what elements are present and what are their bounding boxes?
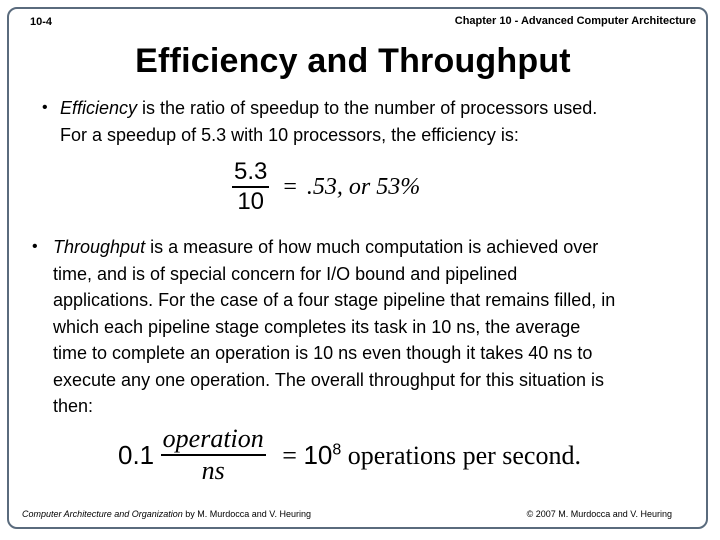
bullet-line: is a measure of how much computation is achieved over bbox=[145, 237, 599, 257]
power-base: 10 bbox=[303, 439, 333, 470]
bullet-line: is the ratio of speedup to the number of processors used. bbox=[137, 98, 598, 118]
slide-number: 10-4 bbox=[30, 16, 53, 28]
fraction-numerator: operation bbox=[161, 424, 266, 456]
bullet-text bbox=[42, 95, 682, 148]
term-throughput: Throughput bbox=[53, 237, 146, 257]
bullet-throughput bbox=[32, 234, 682, 420]
slide-title: Efficiency and Throughput bbox=[135, 42, 571, 80]
book-authors: by M. Murdocca and V. Heuring bbox=[182, 509, 311, 519]
bullet-line: execute any one operation. The overall throughput for this situation is bbox=[53, 369, 605, 390]
fraction bbox=[232, 158, 269, 216]
bullet-line: applications. For the case of a four stage pipeline that remains filled, in bbox=[53, 290, 616, 310]
equation-result bbox=[275, 174, 420, 201]
equals-sign: = bbox=[282, 440, 297, 470]
bullet-dot: • bbox=[42, 99, 48, 116]
fraction-denominator: 10 bbox=[237, 188, 265, 215]
bullet-efficiency bbox=[42, 95, 682, 148]
equation-rhs bbox=[272, 440, 581, 471]
book-title: Computer Architecture and Organization bbox=[22, 509, 183, 519]
term-efficiency: Efficiency bbox=[60, 98, 138, 118]
fraction bbox=[161, 424, 266, 486]
unit-text: operations per second. bbox=[341, 440, 581, 470]
footer-citation bbox=[22, 509, 311, 519]
chapter-title: Chapter 10 - Advanced Computer Architecture bbox=[454, 15, 696, 27]
power-exponent: 8 bbox=[332, 440, 342, 458]
bullet-text bbox=[32, 234, 682, 420]
coefficient: 0.1 bbox=[118, 439, 155, 470]
bullet-line: which each pipeline stage completes its task in 10 ns, the average bbox=[53, 316, 581, 337]
bullet-line: time, and is of special concern for I/O bound and pipelined bbox=[53, 263, 518, 284]
bullet-line: For a speedup of 5.3 with 10 processors, the efficiency is: bbox=[60, 124, 519, 145]
bullet-line: time to complete an operation is 10 ns even though it takes 40 ns to bbox=[53, 343, 593, 363]
fraction-numerator: 5.3 bbox=[232, 158, 269, 188]
fraction-denominator: ns bbox=[201, 456, 225, 485]
footer-copyright: © 2007 M. Murdocca and V. Heuring bbox=[526, 509, 672, 519]
throughput-equation bbox=[118, 424, 581, 486]
result-value: .53, or 53% bbox=[306, 173, 421, 200]
bullet-line: then: bbox=[53, 396, 94, 416]
bullet-dot: • bbox=[32, 238, 38, 255]
equals-sign: = bbox=[283, 173, 297, 200]
efficiency-equation bbox=[232, 158, 420, 216]
